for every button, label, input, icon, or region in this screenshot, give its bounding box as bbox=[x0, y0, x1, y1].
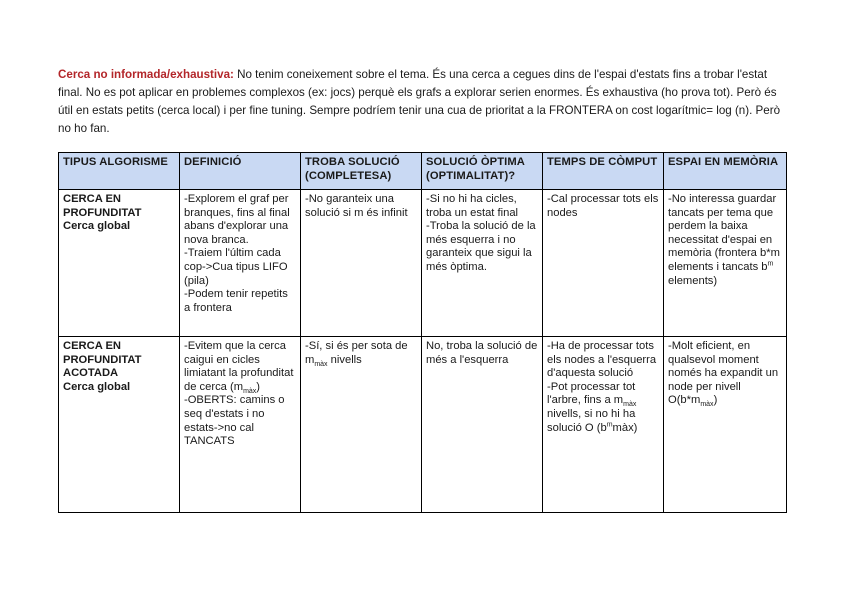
definition-text: -Evitem que la cerca caigui en cicles limiatant la profunditat de cerca (m bbox=[184, 340, 294, 393]
header-cell: TEMPS DE CÒMPUT bbox=[543, 153, 664, 190]
definition-cell bbox=[180, 190, 301, 337]
header-cell: SOLUCIÓ ÒPTIMA (OPTIMALITAT)? bbox=[422, 153, 543, 190]
subscript: màx bbox=[243, 388, 257, 396]
intro-text: No tenim coneixement sobre el tema. És una cerca a cegues dins de l'espai d'estats fins a trobar l'estat final. No es pot aplicar en problemes complexos (ex: jocs) perquè els grafs a explorar serien enormes. És exhaustiva (ho prova tot). Però és útil en estats petits (cerca local) i per fine tuning. Sempre podríem tenir una cua de prioritat a la FRONTERA on cost logarítmic= log (n). Però no ho fan. bbox=[58, 67, 781, 135]
header-cell: TIPUS ALGORISME bbox=[59, 153, 180, 190]
optimality-cell bbox=[422, 190, 543, 337]
table-row bbox=[59, 190, 787, 337]
intro-paragraph bbox=[58, 66, 788, 138]
compute-time-text: -Pot processar tot l'arbre, fins a m bbox=[547, 380, 636, 407]
memory-text: -No interessa guardar tancats per tema que perdem la baixa necessitat d'espai en memòria (frontera b*m elements i tancats b bbox=[668, 193, 780, 273]
definition-text: ) bbox=[256, 380, 261, 393]
compute-time-cell bbox=[543, 337, 664, 513]
definition-line: -OBERTS: camins o seq d'estats i no estats->no cal TANCATS bbox=[184, 394, 285, 448]
completeness-text: nivells bbox=[327, 353, 362, 366]
memory-text: ) bbox=[713, 394, 718, 407]
definition-cell bbox=[180, 337, 301, 513]
compute-time-text: màx) bbox=[612, 421, 638, 434]
optimality-line: -Si no hi ha cicles, troba un estat final bbox=[426, 193, 519, 219]
algorithm-name: CERCA EN PROFUNDITAT bbox=[63, 193, 142, 219]
optimality-cell: No, troba la solució de més a l'esquerra bbox=[422, 337, 543, 513]
superscript: m bbox=[606, 420, 613, 428]
memory-space-cell bbox=[664, 190, 787, 337]
subscript: màx bbox=[623, 401, 637, 409]
header-cell: ESPAI EN MEMÒRIA bbox=[664, 153, 787, 190]
compute-time-text: nivells, si no hi ha solució O (b bbox=[547, 407, 636, 434]
completeness-cell bbox=[301, 337, 422, 513]
intro-lead: Cerca no informada/exhaustiva: bbox=[58, 67, 234, 81]
memory-space-cell bbox=[664, 337, 787, 513]
compute-time-cell: -Cal processar tots els nodes bbox=[543, 190, 664, 337]
algorithm-scope: Cerca global bbox=[63, 220, 131, 233]
subscript: màx bbox=[700, 401, 714, 409]
comparison-table bbox=[58, 152, 787, 513]
header-cell: DEFINICIÓ bbox=[180, 153, 301, 190]
table-header-row bbox=[59, 153, 787, 190]
algorithm-name: CERCA EN PROFUNDITAT ACOTADA bbox=[63, 340, 142, 380]
compute-time-line: -Ha de processar tots els nodes a l'esquerra d'aquesta solució bbox=[547, 340, 657, 380]
memory-text: elements) bbox=[668, 274, 718, 287]
completeness-cell: -No garanteix una solució si m és infinit bbox=[301, 190, 422, 337]
definition-line: -Podem tenir repetits a frontera bbox=[184, 288, 288, 314]
algorithm-scope: Cerca global bbox=[63, 380, 131, 393]
algorithm-name-cell bbox=[59, 337, 180, 513]
optimality-line: -Troba la solució de la més esquerra i no garanteix que sigui la més òptima. bbox=[426, 220, 536, 273]
table-row bbox=[59, 337, 787, 513]
subscript: màx bbox=[314, 360, 328, 368]
memory-text: -Molt eficient, en qualsevol moment només ha expandit un node per nivell O(b*m bbox=[668, 340, 779, 407]
superscript: m bbox=[767, 260, 774, 268]
completeness-text: -Sí, si és per sota de m bbox=[305, 340, 408, 366]
definition-line: -Traiem l'últim cada cop->Cua tipus LIFO (pila) bbox=[184, 247, 288, 287]
algorithm-name-cell bbox=[59, 190, 180, 337]
header-cell: TROBA SOLUCIÓ (COMPLETESA) bbox=[301, 153, 422, 190]
definition-line: -Explorem el graf per branques, fins al final abans d'explorar una nova branca. bbox=[184, 193, 290, 246]
